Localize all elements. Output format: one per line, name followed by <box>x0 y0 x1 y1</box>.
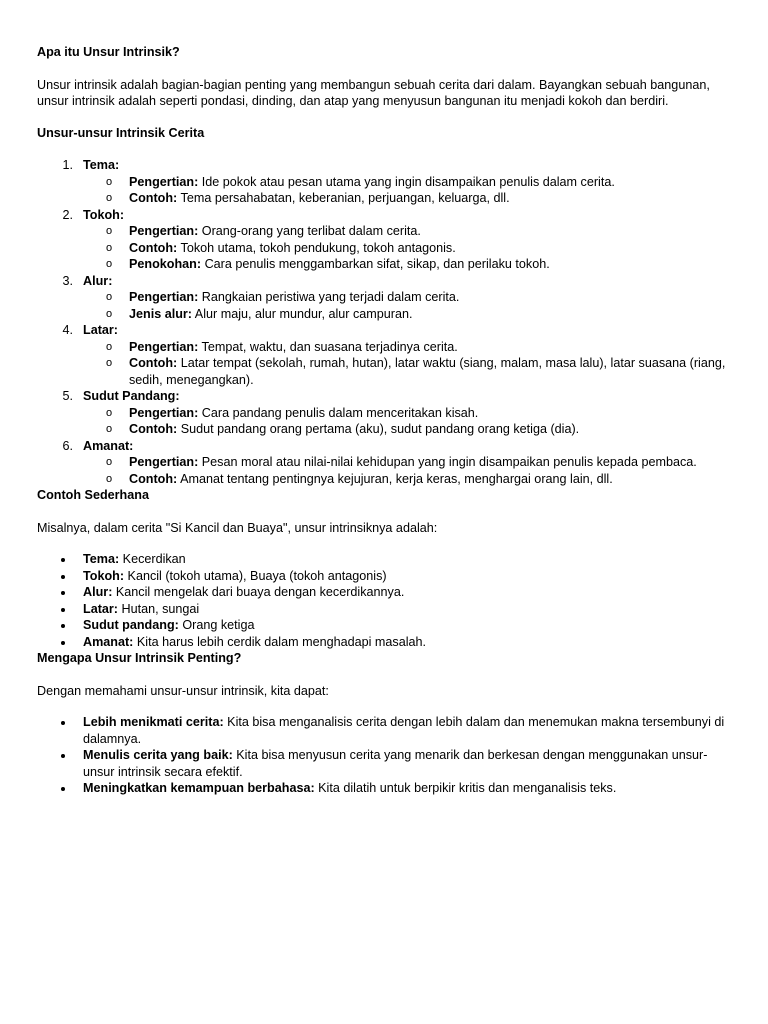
circle-bullet-icon: o <box>106 456 113 468</box>
sub-item <box>83 240 734 257</box>
sub-item <box>83 306 734 323</box>
sub-item-label: Pengertian: <box>129 339 199 354</box>
bullet-item <box>37 568 734 585</box>
sub-item-text: Pesan moral atau nilai-nilai kehidupan yang ingin disampaikan penulis kepada pembaca. <box>198 455 697 469</box>
bullet-label: Meningkatkan kemampuan berbahasa: <box>83 781 315 795</box>
list-number: 5. <box>62 389 73 403</box>
heading-contoh-sederhana: Contoh Sederhana <box>37 488 149 502</box>
sub-item <box>83 190 734 207</box>
list-item-tema <box>37 157 734 207</box>
bullet-dot-icon <box>61 721 65 725</box>
sub-list <box>83 454 734 487</box>
list-item-sudut-pandang <box>37 388 734 438</box>
sub-item-label: Contoh: <box>129 240 178 255</box>
sub-item-text: Alur maju, alur mundur, alur campuran. <box>192 306 413 321</box>
sub-item <box>83 339 734 356</box>
bullet-item <box>37 584 734 601</box>
sub-item-text: Amanat tentang pentingnya kejujuran, kerja keras, menghargai orang lain, dll. <box>177 471 613 486</box>
sub-list <box>83 223 734 273</box>
sub-item-text: Cara penulis menggambarkan sifat, sikap, dan perilaku tokoh. <box>201 257 550 271</box>
circle-bullet-icon: o <box>106 472 113 485</box>
sub-item-text: Tema persahabatan, keberanian, perjuangan, keluarga, dll. <box>177 191 510 205</box>
sub-item-text: Latar tempat (sekolah, rumah, hutan), latar waktu (siang, malam, masa lalu), latar suasana (riang, sedih, menegangkan). <box>129 356 726 387</box>
bullet-dot-icon <box>61 591 65 595</box>
bullet-text: Kita harus lebih cerdik dalam menghadapi masalah. <box>133 634 427 649</box>
bullet-item <box>37 551 734 568</box>
sub-item <box>83 289 734 306</box>
bullet-dot-icon <box>61 575 65 579</box>
sub-item-text: Sudut pandang orang pertama (aku), sudut pandang orang ketiga (dia). <box>177 422 580 436</box>
sub-item-label: Penokohan: <box>129 257 202 271</box>
sub-item <box>83 471 734 488</box>
bullet-label: Lebih menikmati cerita: <box>83 715 224 729</box>
bullet-item <box>37 617 734 634</box>
heading-apa-itu: Apa itu Unsur Intrinsik? <box>37 45 180 59</box>
sub-item <box>83 256 734 273</box>
heading-mengapa-penting: Mengapa Unsur Intrinsik Penting? <box>37 651 242 665</box>
circle-bullet-icon: o <box>106 225 113 237</box>
bullet-dot-icon <box>61 754 65 758</box>
list-number: 2. <box>62 207 73 222</box>
sub-item <box>83 405 734 422</box>
bullet-text: Kita dilatih untuk berpikir kritis dan menganalisis teks. <box>314 781 617 795</box>
circle-bullet-icon: o <box>106 241 113 254</box>
circle-bullet-icon: o <box>106 307 113 320</box>
heading-unsur-unsur: Unsur-unsur Intrinsik Cerita <box>37 125 205 140</box>
paragraph-mengapa-intro: Dengan memahami unsur-unsur intrinsik, kita dapat: <box>37 683 329 698</box>
bullet-item <box>37 634 734 651</box>
sub-item <box>83 421 734 438</box>
list-item-title: Tema: <box>83 158 120 172</box>
sub-item-text: Cara pandang penulis dalam menceritakan kisah. <box>198 405 479 420</box>
list-number: 4. <box>62 323 73 337</box>
circle-bullet-icon: o <box>106 340 113 353</box>
circle-bullet-icon: o <box>106 291 113 303</box>
list-number: 3. <box>62 273 73 288</box>
sub-item-label: Contoh: <box>129 422 178 436</box>
circle-bullet-icon: o <box>106 357 113 369</box>
sub-item-text: Tokoh utama, tokoh pendukung, tokoh antagonis. <box>177 240 456 255</box>
bullet-text: Orang ketiga <box>178 618 255 632</box>
sub-item-label: Pengertian: <box>129 405 199 420</box>
sub-item-label: Contoh: <box>129 356 178 370</box>
unsur-list <box>37 157 734 487</box>
sub-item-text: Rangkaian peristiwa yang terjadi dalam cerita. <box>198 290 460 304</box>
list-item-alur <box>37 273 734 323</box>
list-item-latar <box>37 322 734 388</box>
list-item-title: Latar: <box>83 323 118 337</box>
bullet-text: Kecerdikan <box>119 552 186 566</box>
bullet-label: Sudut pandang: <box>83 618 179 632</box>
circle-bullet-icon: o <box>106 423 113 435</box>
bullet-text: Kancil mengelak dari buaya dengan kecerdikannya. <box>112 585 405 599</box>
bullet-text: Hutan, sungai <box>118 601 200 616</box>
bullet-dot-icon <box>61 641 65 645</box>
bullet-item <box>37 601 734 618</box>
sub-item-text: Ide pokok atau pesan utama yang ingin disampaikan penulis dalam cerita. <box>198 174 615 189</box>
sub-item <box>83 454 734 471</box>
bullet-item <box>37 747 734 780</box>
circle-bullet-icon: o <box>106 192 113 204</box>
sub-item-text: Orang-orang yang terlibat dalam cerita. <box>198 224 421 238</box>
paragraph-definisi: Unsur intrinsik adalah bagian-bagian penting yang membangun sebuah cerita dari dalam. Bayangkan sebuah bangunan, unsur intrinsik adalah seperti pondasi, dinding, dan atap yang menyusun bangunan itu menjadi kokoh dan berdiri. <box>37 77 710 108</box>
sub-item-label: Pengertian: <box>129 455 199 469</box>
sub-item <box>83 355 734 388</box>
bullet-label: Alur: <box>83 585 113 599</box>
bullet-label: Tokoh: <box>83 568 125 583</box>
bullet-text: Kita bisa menyusun cerita yang menarik dan berkesan dengan menggunakan unsur-unsur intrinsik secara efektif. <box>83 748 708 779</box>
list-item-title: Amanat: <box>83 438 134 453</box>
sub-item-label: Contoh: <box>129 471 178 486</box>
bullet-text: Kancil (tokoh utama), Buaya (tokoh antagonis) <box>124 568 387 583</box>
bullet-label: Menulis cerita yang baik: <box>83 748 233 762</box>
sub-list <box>83 405 734 438</box>
bullet-label: Amanat: <box>83 634 134 649</box>
sub-list <box>83 174 734 207</box>
list-number: 1. <box>62 158 73 172</box>
sub-list <box>83 289 734 322</box>
sub-item-label: Pengertian: <box>129 224 199 238</box>
bullet-label: Latar: <box>83 601 118 616</box>
circle-bullet-icon: o <box>106 406 113 419</box>
circle-bullet-icon: o <box>106 175 113 188</box>
sub-item <box>83 174 734 191</box>
sub-item-label: Pengertian: <box>129 290 199 304</box>
list-number: 6. <box>62 438 73 453</box>
bullet-dot-icon <box>61 624 65 628</box>
bullet-dot-icon <box>61 608 65 612</box>
contoh-list <box>37 551 734 650</box>
sub-list <box>83 339 734 389</box>
bullet-item <box>37 780 734 797</box>
bullet-item <box>37 714 734 747</box>
circle-bullet-icon: o <box>106 258 113 270</box>
sub-item-label: Pengertian: <box>129 174 199 189</box>
bullet-dot-icon <box>61 558 65 562</box>
list-item-title: Sudut Pandang: <box>83 389 180 403</box>
sub-item <box>83 223 734 240</box>
paragraph-contoh-intro: Misalnya, dalam cerita "Si Kancil dan Buaya", unsur intrinsiknya adalah: <box>37 520 438 535</box>
list-item-title: Tokoh: <box>83 207 125 222</box>
list-item-amanat <box>37 438 734 488</box>
list-item-tokoh <box>37 207 734 273</box>
sub-item-label: Jenis alur: <box>129 306 192 321</box>
bullet-label: Tema: <box>83 552 120 566</box>
sub-item-text: Tempat, waktu, dan suasana terjadinya cerita. <box>198 339 458 354</box>
bullet-dot-icon <box>61 787 65 791</box>
manfaat-list <box>37 714 734 797</box>
bullet-text: Kita bisa menganalisis cerita dengan lebih dalam dan menemukan makna tersembunyi di dalamnya. <box>83 715 725 746</box>
sub-item-label: Contoh: <box>129 191 178 205</box>
list-item-title: Alur: <box>83 273 113 288</box>
